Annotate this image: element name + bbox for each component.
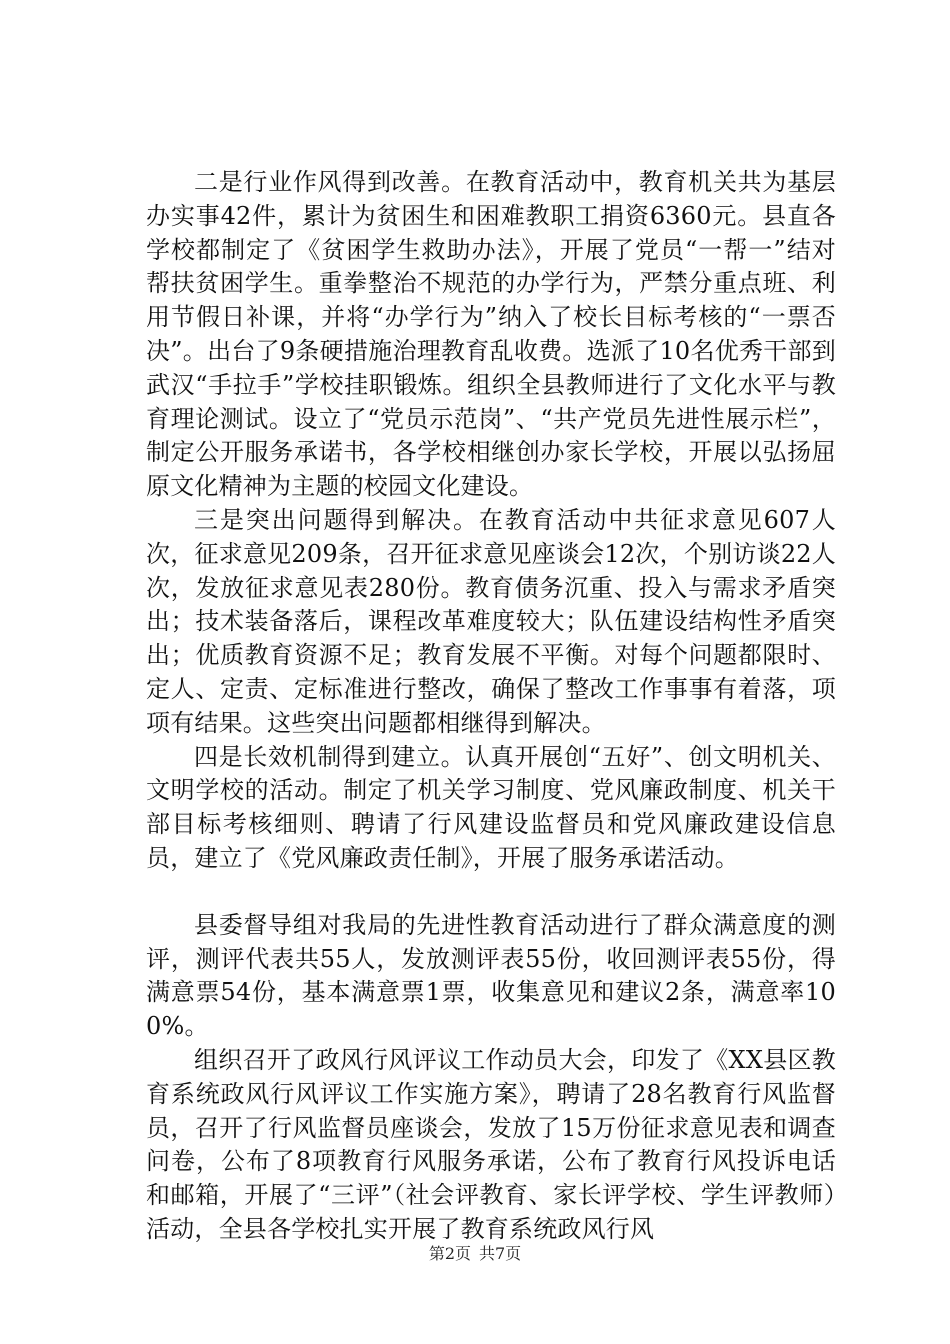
page-number: 第2页 [428, 1244, 471, 1263]
paragraph-issues-resolved: 三是突出问题得到解决。在教育活动中共征求意见607人次，征求意见209条，召开征求意见座谈会12次，个别访谈22人次，发放征求意见表280份。教育债务沉重、投入与需求矛盾突出；技术装备落后，课程改革难度较大；队伍建设结构性矛盾突出；优质教育资源不足；教育发展不平衡。对每个问题都限时、定人、定责、定标准进行整改，确保了整改工作事事有着落，项项有结果。这些突出问题都相继得到解决。 [146, 505, 836, 737]
paragraph-conduct-improved: 二是行业作风得到改善。在教育活动中，教育机关共为基层办实事42件，累计为贫困生和困难教职工捐资6360元。县直各学校都制定了《贫困学生救助办法》，开展了党员“一帮一”结对帮扶贫困学生。重拳整治不规范的办学行为，严禁分重点班、利用节假日补课，并将“办学行为”纳入了校长目标考核的“一票否决”。出台了9条硬措施治理教育乱收费。选派了10名优秀干部到武汉“手拉手”学校挂职锻炼。组织全县教师进行了文化水平与教育理论测试。设立了“党员示范岗”、“共产党员先进性展示栏”，制定公开服务承诺书，各学校相继创办家长学校，开展以弘扬屈原文化精神为主题的校园文化建设。 [146, 168, 836, 501]
paragraph-satisfaction-survey: 县委督导组对我局的先进性教育活动进行了群众满意度的测评，测评代表共55人，发放测评表55份，收回测评表55份，得满意票54份，基本满意票1票，收集意见和建议2条，满意率100%。 [146, 910, 836, 1041]
paragraph-mechanism-established: 四是长效机制得到建立。认真开展创“五好”、创文明机关、文明学校的活动。制定了机关学习制度、党风廉政制度、机关干部目标考核细则、聘请了行风建设监督员和党风廉政建设信息员，建立了《党风廉政责任制》，开展了服务承诺活动。 [146, 742, 836, 872]
paragraph-conduct-evaluation: 组织召开了政风行风评议工作动员大会，印发了《XX县区教育系统政风行风评议工作实施方案》，聘请了28名教育行风监督员，召开了行风监督员座谈会，发放了15万份征求意见表和调查问卷，公布了8项教育行风服务承诺，公布了教育行风投诉电话和邮箱，开展了“三评”（社会评教育、家长评学校、学生评教师）活动，全县各学校扎实开展了教育系统政风行风 [146, 1045, 836, 1243]
page-total: 共7页 [479, 1244, 522, 1263]
document-body [146, 166, 836, 1247]
paragraph-spacer [146, 876, 836, 909]
page-footer [0, 1244, 950, 1264]
